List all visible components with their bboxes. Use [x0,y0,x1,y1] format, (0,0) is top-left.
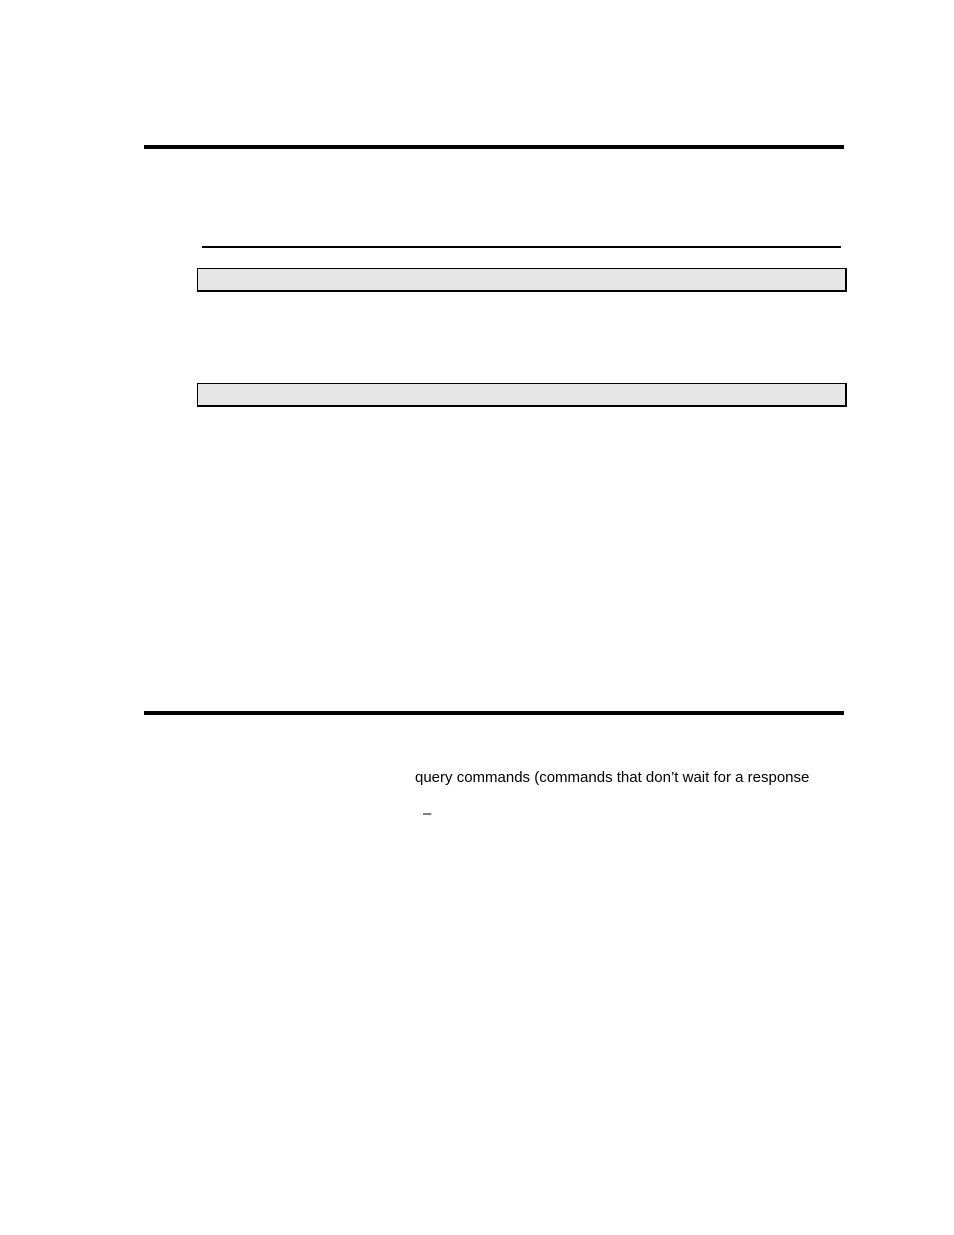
top-horizontal-rule [144,145,844,149]
shaded-box-1 [197,268,847,292]
body-text-line-2: – [423,805,432,822]
shaded-box-2 [197,383,847,407]
body-text-line-1: query commands (commands that don’t wait for a response [415,769,810,786]
middle-horizontal-rule [144,711,844,715]
section-underline [202,246,841,248]
